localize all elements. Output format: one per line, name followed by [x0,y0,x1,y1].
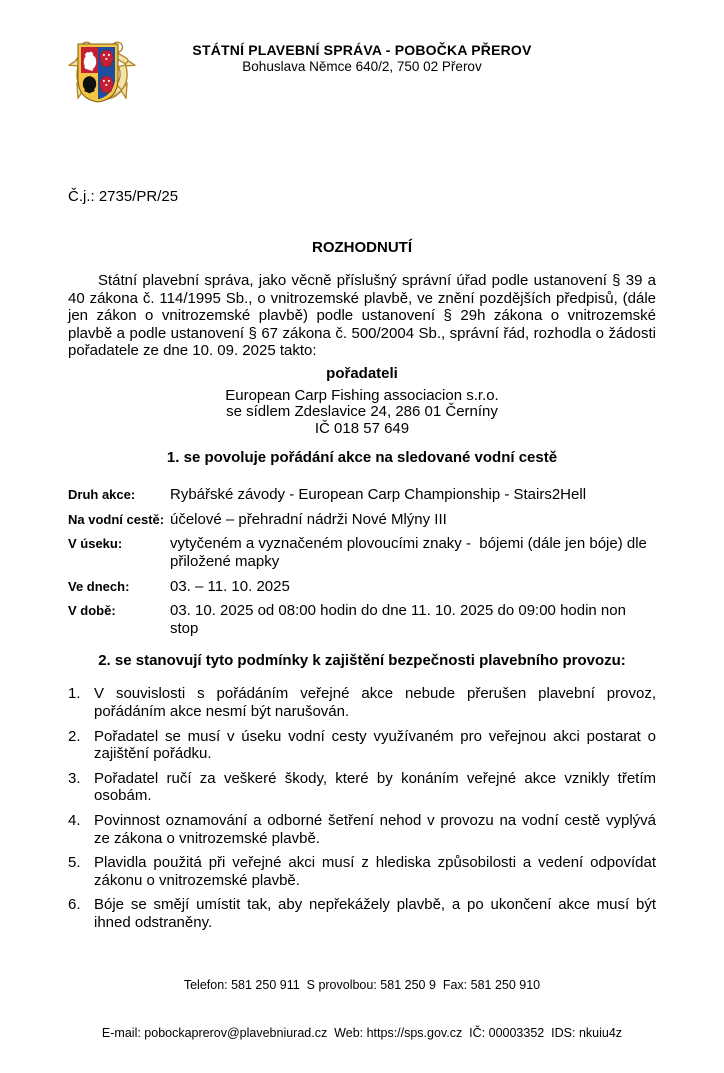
condition-text: Plavidla použitá při veřejné akci musí z hlediska způsobilosti a vedení odpovídat zákonu o vnitrozemské plavbě. [94,854,656,889]
letterhead [68,0,656,75]
event-details [68,486,656,637]
condition-item-3 [68,770,656,805]
detail-row-ve-dnech [68,578,656,596]
addressee-block [68,388,656,437]
condition-item-4 [68,812,656,847]
intro-paragraph: Státní plavební správa, jako věcně příslušný správní úřad podle ustanovení § 39 a 40 zákona č. 114/1995 Sb., o vnitrozemské plavbě, ve znění pozdějších předpisů, (dále jen zákon o vnitrozemské plavbě) podle ustanovení § 29h zákona o vnitrozemské plavbě a podle ustanovení § 67 zákona č. 500/2004 Sb., správní řád, rozhodla o žádosti pořadatele ze dne 10. 09. 2025 takto: [68,272,656,360]
addressee-label: pořadateli [326,364,398,382]
detail-value: vytyčeném a vyznačeném plovoucími znaky - bójemi (dále jen bóje) dle přiložené mapky [170,535,652,570]
detail-row-na-vodni-ceste [68,511,656,529]
detail-label: V úseku: [68,536,123,552]
section2-heading: 2. se stanovují tyto podmínky k zajištění bezpečnosti plavebního provozu: [98,652,626,670]
org-address: Bohuslava Němce 640/2, 750 02 Přerov [242,59,482,74]
condition-number: 4. [68,811,81,829]
contact-footer [0,945,724,1073]
crossed-anchors-icon [54,31,152,115]
condition-text: V souvislosti s pořádáním veřejné akce nebude přerušen plavební provoz, pořádáním akce nesmí být narušován. [94,685,656,720]
document-title: ROZHODNUTÍ [312,239,412,256]
condition-number: 6. [68,896,81,914]
detail-row-v-useku [68,535,656,570]
condition-item-1 [68,685,656,720]
detail-value: účelové – přehradní nádrži Nové Mlýny III [170,510,447,528]
detail-value: 03. – 11. 10. 2025 [170,577,290,595]
addressee-seat: se sídlem Zdeslavice 24, 286 01 Černíny [226,403,498,421]
section1-heading: 1. se povoluje pořádání akce na sledované vodní cestě [166,449,558,467]
detail-label: Na vodní cestě: [68,511,165,527]
condition-item-5 [68,854,656,889]
condition-text: Pořadatel se musí v úseku vodní cesty využívaném pro veřejnou akci postarat o zajištění pořádku. [94,727,656,763]
condition-item-2 [68,728,656,763]
detail-label: Druh akce: [68,487,136,503]
detail-value: 03. 10. 2025 od 08:00 hodin do dne 11. 10. 2025 do 09:00 hodin non stop [170,602,631,637]
detail-label: Ve dnech: [68,578,130,594]
condition-number: 1. [68,685,81,703]
addressee-company: European Carp Fishing associacion s.r.o. [225,386,499,404]
condition-text: Povinnost oznamování a odborné šetření nehod v provozu na vodní cestě vyplývá ze zákona o vnitrozemské plavbě. [94,811,656,847]
condition-text: Pořadatel ručí za veškeré škody, které by konáním veřejné akce vznikly třetím osobám. [94,769,656,805]
org-name: STÁTNÍ PLAVEBNÍ SPRÁVA - POBOČKA PŘEROV [192,42,532,58]
detail-label: V době: [68,603,116,619]
footer-email-line: E-mail: pobockaprerov@plavebniurad.cz Web: https://sps.gov.cz IČ: 00003352 IDS: nkuiu4z [101,1026,623,1040]
condition-item-6 [68,896,656,931]
reference-number: Č.j.: 2735/PR/25 [68,188,179,205]
condition-number: 2. [68,727,81,745]
detail-row-v-dobe [68,602,656,637]
condition-text: Bóje se smějí umístit tak, aby nepřekážely plavbě, a po ukončení akce musí být ihned odstraněny. [94,896,656,931]
detail-row-druh-akce [68,486,656,504]
condition-number: 5. [68,854,81,872]
authority-logo [54,31,152,115]
footer-phone-line: Telefon: 581 250 911 S provolbou: 581 250 9 Fax: 581 250 910 [183,978,541,992]
addressee-ic: IČ 018 57 649 [314,419,410,437]
conditions-list [68,685,656,931]
condition-number: 3. [68,769,81,787]
detail-value: Rybářské závody - European Carp Championship - Stairs2Hell [170,486,587,504]
